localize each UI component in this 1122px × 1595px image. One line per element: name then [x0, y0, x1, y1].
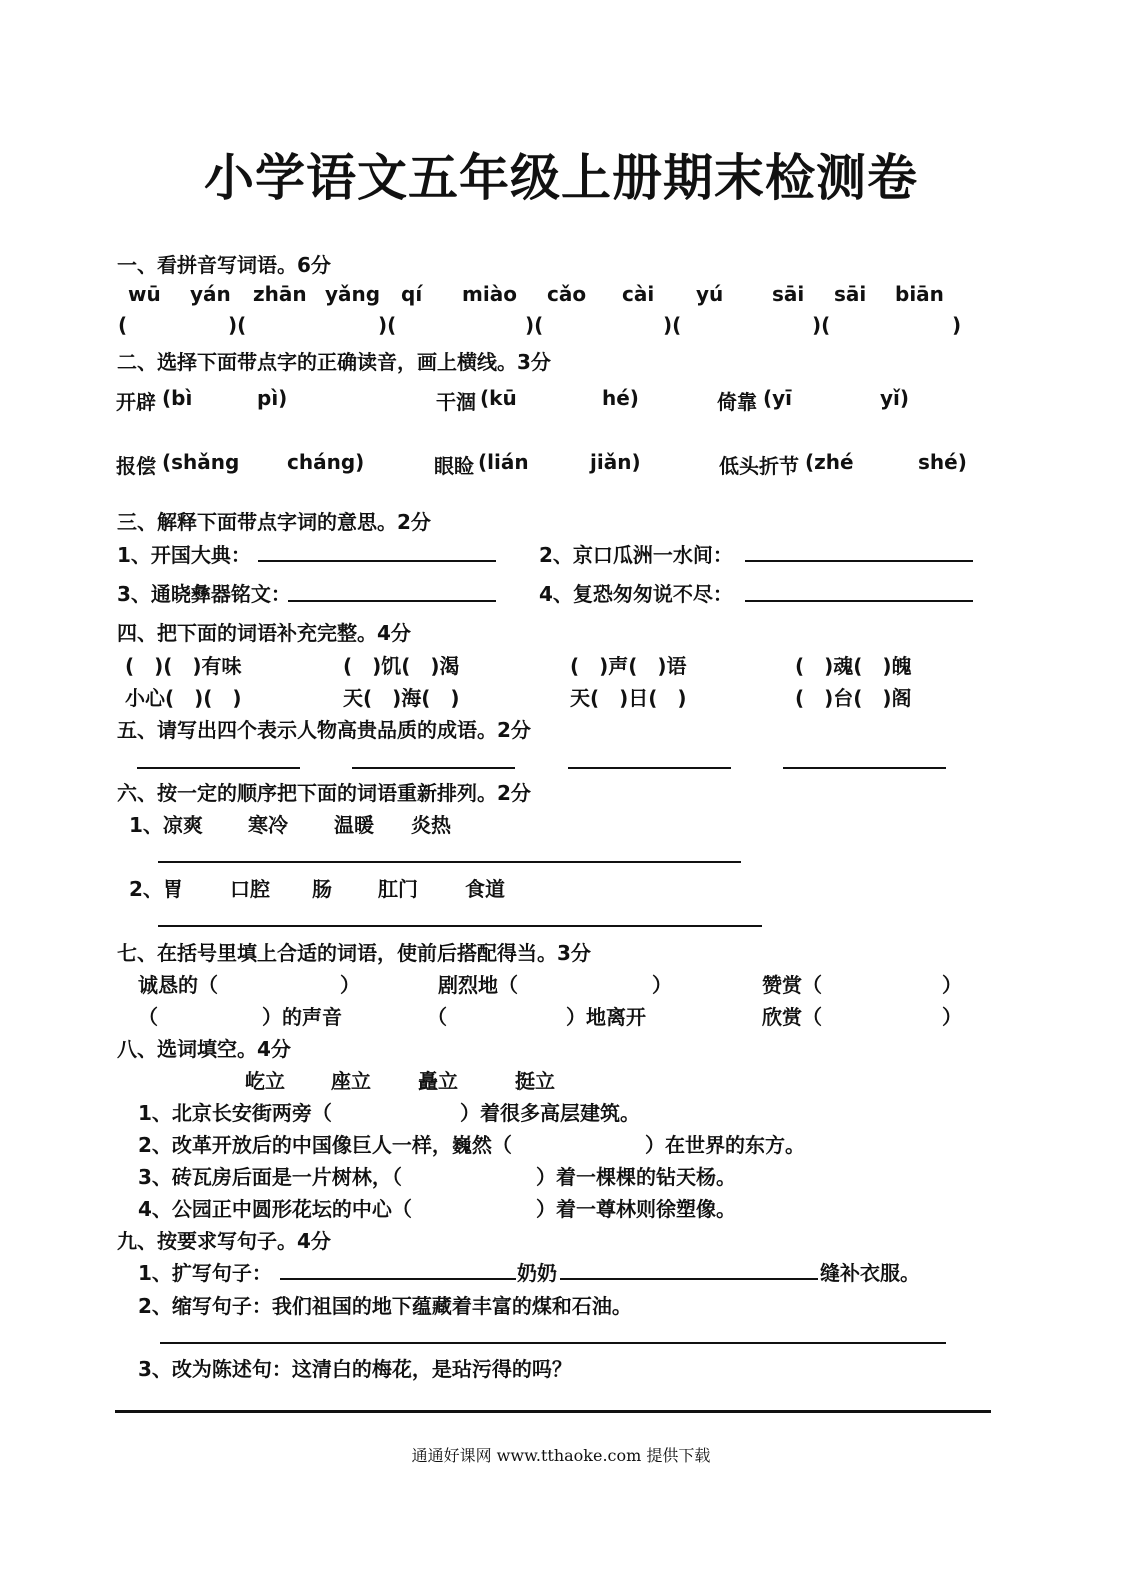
section-1-heading: 一、看拼音写词语。6分 — [117, 253, 331, 277]
option[interactable]: hé) — [602, 386, 639, 410]
fill-sentence: 1、北京长安街两旁（ — [138, 1101, 332, 1125]
pinyin: biān — [895, 282, 944, 306]
answer-line[interactable] — [783, 767, 946, 769]
idiom-blank[interactable]: ( )台( )阁 — [795, 686, 912, 710]
idiom-blank[interactable]: ( )( )有味 — [125, 654, 242, 678]
definition-item: 4、复恐匆匆说不尽： — [539, 582, 733, 606]
answer-line[interactable] — [258, 560, 496, 562]
answer-line[interactable] — [160, 1342, 946, 1344]
sentence-task: 1、扩写句子： — [138, 1261, 272, 1285]
option[interactable]: jiǎn) — [590, 450, 641, 474]
order-word: 食道 — [465, 877, 505, 901]
order-word: 寒冷 — [248, 813, 288, 837]
option[interactable]: shé) — [918, 450, 967, 474]
word: 报偿 — [116, 454, 156, 478]
idiom-blank[interactable]: ( )声( )语 — [570, 654, 687, 678]
pinyin: sāi — [772, 282, 805, 306]
answer-bracket[interactable]: )( — [228, 313, 247, 337]
definition-item: 2、京口瓜洲一水间： — [539, 543, 733, 567]
option[interactable]: (bì — [162, 386, 193, 410]
option[interactable]: (kū — [480, 386, 517, 410]
section-6-heading: 六、按一定的顺序把下面的词语重新排列。2分 — [117, 781, 531, 805]
idiom-blank[interactable]: ( )魂( )魄 — [795, 654, 912, 678]
answer-bracket[interactable]: )( — [525, 313, 544, 337]
answer-line[interactable] — [158, 925, 762, 927]
pinyin: yǎng — [325, 282, 381, 306]
pinyin: qí — [401, 282, 423, 306]
pinyin: wū — [128, 282, 161, 306]
word-choice: 屹立 — [245, 1069, 285, 1093]
section-2-heading: 二、选择下面带点字的正确读音，画上横线。3分 — [117, 350, 551, 374]
pinyin: cǎo — [547, 282, 587, 306]
answer-line[interactable] — [568, 767, 731, 769]
collocation-text[interactable]: （ — [427, 1005, 447, 1029]
answer-line[interactable] — [560, 1278, 818, 1280]
word-choice: 座立 — [331, 1069, 371, 1093]
pinyin: sāi — [834, 282, 867, 306]
answer-line[interactable] — [288, 600, 496, 602]
word: 低头折节 — [719, 454, 799, 478]
fill-sentence: 3、砖瓦房后面是一片树林，（ — [138, 1165, 402, 1189]
fill-sentence: 4、公园正中圆形花坛的中心（ — [138, 1197, 412, 1221]
fill-sentence: 2、改革开放后的中国像巨人一样，巍然（ — [138, 1133, 512, 1157]
answer-line[interactable] — [745, 560, 973, 562]
section-4-heading: 四、把下面的词语补充完整。4分 — [117, 621, 411, 645]
fill-sentence: ）着很多高层建筑。 — [460, 1101, 640, 1125]
fill-sentence: ）在世界的东方。 — [645, 1133, 805, 1157]
order-word: 炎热 — [411, 813, 451, 837]
order-word: 2、胃 — [129, 877, 183, 901]
section-3-heading: 三、解释下面带点字词的意思。2分 — [117, 510, 431, 534]
idiom-blank[interactable]: 天( )海( ) — [343, 686, 460, 710]
sentence-task: 奶奶 — [517, 1261, 557, 1285]
collocation-text: 剧烈地（ — [438, 973, 518, 997]
section-5-heading: 五、请写出四个表示人物高贵品质的成语。2分 — [117, 718, 531, 742]
pinyin: yú — [696, 282, 724, 306]
option[interactable]: (yī — [763, 386, 793, 410]
option[interactable]: (shǎng — [162, 450, 240, 474]
collocation-text[interactable]: ） — [942, 973, 962, 997]
answer-line[interactable] — [280, 1278, 516, 1280]
answer-bracket[interactable]: )( — [812, 313, 831, 337]
word: 眼睑 — [434, 454, 474, 478]
idiom-blank[interactable]: 天( )日( ) — [570, 686, 687, 710]
word: 倚靠 — [717, 390, 757, 414]
word-choice: 挺立 — [515, 1069, 555, 1093]
option[interactable]: pì) — [257, 386, 288, 410]
collocation-text: ）的声音 — [262, 1005, 342, 1029]
sentence-task: 缝补衣服。 — [820, 1261, 920, 1285]
fill-sentence: ）着一棵棵的钻天杨。 — [536, 1165, 736, 1189]
answer-line[interactable] — [158, 861, 741, 863]
collocation-text: 诚恳的（ — [138, 973, 218, 997]
idiom-blank[interactable]: 小心( )( ) — [125, 686, 242, 710]
pinyin: yán — [190, 282, 231, 306]
section-8-heading: 八、选词填空。4分 — [117, 1037, 291, 1061]
collocation-text[interactable]: ） — [652, 973, 672, 997]
idiom-blank[interactable]: ( )饥( )渴 — [343, 654, 460, 678]
answer-bracket[interactable]: )( — [378, 313, 397, 337]
collocation-text: 赞赏（ — [762, 973, 822, 997]
collocation-text[interactable]: （ — [138, 1005, 158, 1029]
section-7-heading: 七、在括号里填上合适的词语，使前后搭配得当。3分 — [117, 941, 591, 965]
answer-line[interactable] — [352, 767, 515, 769]
fill-sentence: ）着一尊林则徐塑像。 — [536, 1197, 736, 1221]
order-word: 肠 — [312, 877, 332, 901]
answer-line[interactable] — [745, 600, 973, 602]
collocation-text: 欣赏（ — [762, 1005, 822, 1029]
word: 干涸 — [436, 390, 476, 414]
collocation-text[interactable]: ） — [340, 973, 360, 997]
definition-item: 1、开国大典： — [117, 543, 251, 567]
option[interactable]: yǐ) — [880, 386, 910, 410]
answer-line[interactable] — [137, 767, 300, 769]
pinyin: zhān — [253, 282, 307, 306]
order-word: 口腔 — [230, 877, 270, 901]
answer-bracket[interactable]: ( — [118, 313, 128, 337]
section-9-heading: 九、按要求写句子。4分 — [117, 1229, 331, 1253]
order-word: 1、凉爽 — [129, 813, 203, 837]
footer-divider — [115, 1410, 991, 1413]
word: 开辟 — [116, 390, 156, 414]
order-word: 肛门 — [378, 877, 418, 901]
word-choice: 矗立 — [418, 1069, 458, 1093]
collocation-text[interactable]: ） — [942, 1005, 962, 1029]
answer-bracket[interactable]: )( — [663, 313, 682, 337]
pinyin: cài — [622, 282, 655, 306]
option[interactable]: (lián — [478, 450, 529, 474]
pinyin: miào — [462, 282, 517, 306]
option[interactable]: (zhé — [805, 450, 854, 474]
page-title: 小学语文五年级上册期末检测卷 — [204, 148, 918, 207]
order-word: 温暖 — [334, 813, 374, 837]
sentence-task: 2、缩写句子：我们祖国的地下蕴藏着丰富的煤和石油。 — [138, 1294, 632, 1318]
footer-text: 通通好课网 www.tthaoke.com 提供下载 — [411, 1446, 711, 1465]
definition-item: 3、通晓彝器铭文： — [117, 582, 291, 606]
collocation-text: ）地离开 — [566, 1005, 646, 1029]
sentence-task: 3、改为陈述句：这清白的梅花，是玷污得的吗？ — [138, 1357, 572, 1381]
option[interactable]: cháng) — [287, 450, 365, 474]
answer-bracket[interactable]: ) — [952, 313, 962, 337]
